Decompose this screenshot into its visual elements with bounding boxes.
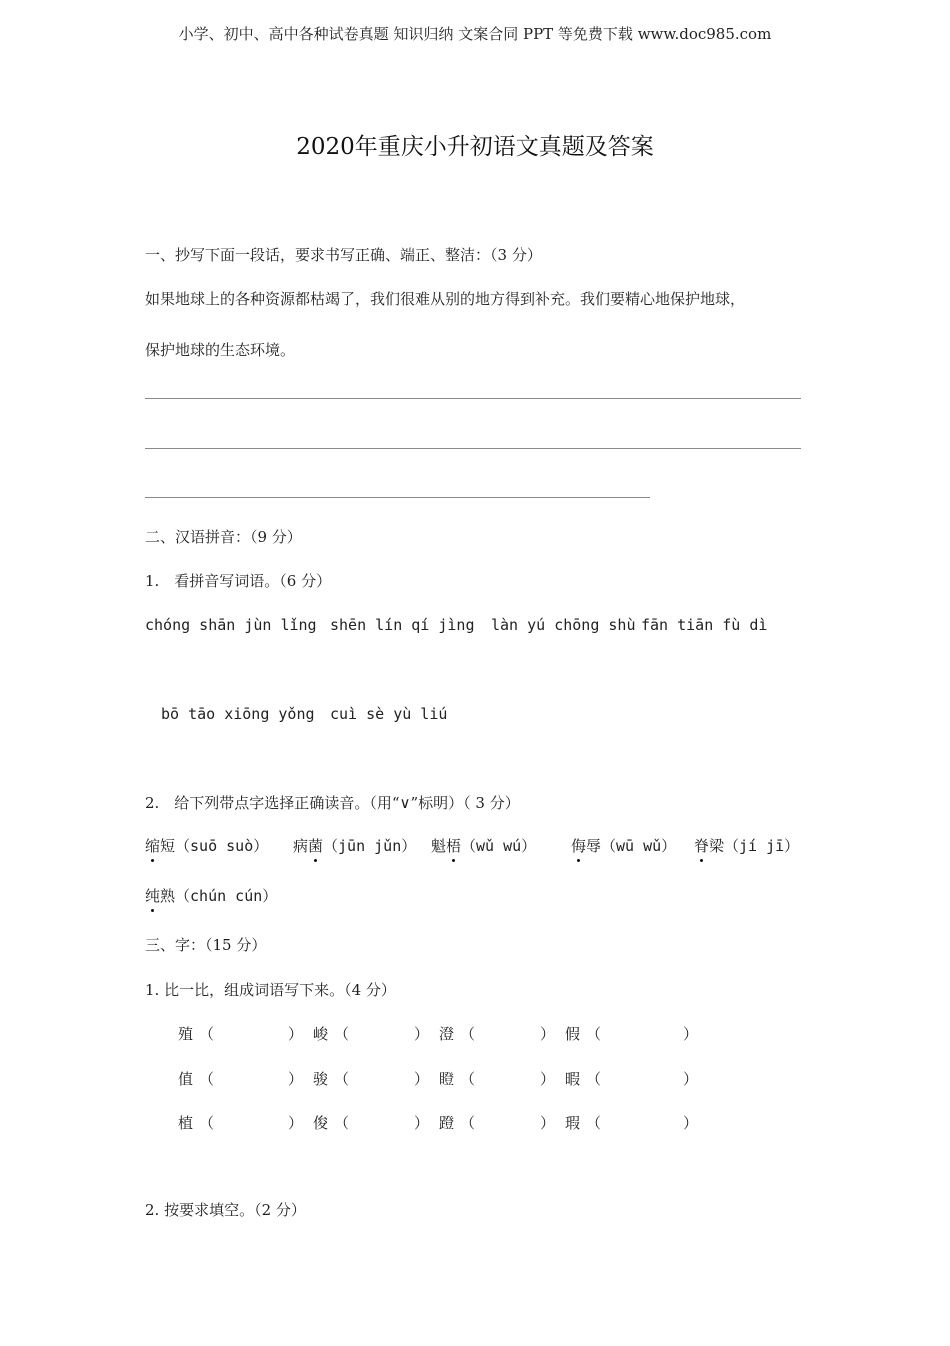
- blank-open: （: [334, 1114, 350, 1132]
- blank-open: （: [586, 1070, 602, 1088]
- blank-close: ）: [288, 1070, 304, 1088]
- dotted-char: 脊: [694, 837, 710, 855]
- blank-close: ）: [540, 1114, 556, 1132]
- blank-close: ）: [683, 1025, 699, 1043]
- compare-char: 蹬: [439, 1114, 455, 1132]
- section1-text-line1: 如果地球上的各种资源都枯竭了，我们很难从别的地方得到补充。我们要精心地保护地球，: [145, 290, 746, 308]
- section2-q2-label: 2. 给下列带点字选择正确读音。（用“∨”标明）（ 3 分）: [145, 794, 520, 812]
- writing-line-2: [145, 448, 801, 449]
- blank-close: ）: [288, 1025, 304, 1043]
- compare-char: 假: [565, 1025, 581, 1043]
- blank-open: （: [199, 1070, 215, 1088]
- compare-char: 骏: [313, 1070, 329, 1088]
- pronunciation-item: 魁梧（wǔ wú）: [431, 837, 537, 855]
- compare-char: 俊: [313, 1114, 329, 1132]
- blank-open: （: [334, 1070, 350, 1088]
- pinyin-item: làn yú chōng shù: [491, 616, 636, 634]
- compare-char: 瑕: [565, 1114, 581, 1132]
- section1-text-line2: 保护地球的生态环境。: [145, 341, 296, 359]
- blank-close: ）: [288, 1114, 304, 1132]
- pronunciation-item: 纯熟（chún cún）: [145, 887, 278, 905]
- compare-char: 殖: [178, 1025, 194, 1043]
- blank-open: （: [199, 1025, 215, 1043]
- dotted-char: 纯: [145, 887, 161, 905]
- section3-q1-label: 1. 比一比，组成词语写下来。（4 分）: [145, 981, 396, 999]
- compare-char: 植: [178, 1114, 194, 1132]
- blank-open: （: [334, 1025, 350, 1043]
- pronunciation-item: 病菌（jūn jǔn）: [293, 837, 417, 855]
- dotted-char: 梧: [446, 837, 462, 855]
- pinyin-item: bō tāo xiōng yǒng: [161, 705, 315, 723]
- blank-open: （: [460, 1025, 476, 1043]
- blank-close: ）: [540, 1025, 556, 1043]
- dotted-char: 缩: [145, 837, 161, 855]
- pronunciation-item: 侮辱（wū wǔ）: [571, 837, 677, 855]
- blank-close: ）: [414, 1114, 430, 1132]
- pronunciation-item: 脊梁（jí jī）: [694, 837, 800, 855]
- page-header: 小学、初中、高中各种试卷真题 知识归纳 文案合同 PPT 等免费下载 www.doc985.com: [178, 25, 772, 43]
- pinyin-item: fān tiān fù dì: [641, 616, 768, 634]
- writing-line-3: [145, 497, 650, 498]
- dotted-char: 侮: [571, 837, 587, 855]
- blank-open: （: [586, 1025, 602, 1043]
- blank-open: （: [199, 1114, 215, 1132]
- section1-heading: 一、抄写下面一段话，要求书写正确、端正、整洁：（3 分）: [145, 246, 542, 264]
- compare-char: 值: [178, 1070, 194, 1088]
- pinyin-item: chóng shān jùn lǐng: [145, 616, 317, 634]
- pinyin-item: cuì sè yù liú: [330, 705, 448, 723]
- blank-close: ）: [540, 1070, 556, 1088]
- pronunciation-item: 缩短（suō suò）: [145, 837, 269, 855]
- page-title: 2020年重庆小升初语文真题及答案: [296, 134, 654, 160]
- blank-open: （: [460, 1114, 476, 1132]
- blank-open: （: [586, 1114, 602, 1132]
- writing-line-1: [145, 398, 801, 399]
- blank-close: ）: [683, 1114, 699, 1132]
- dotted-char: 菌: [308, 837, 324, 855]
- section2-heading: 二、汉语拼音：（9 分）: [145, 528, 302, 546]
- blank-open: （: [460, 1070, 476, 1088]
- blank-close: ）: [414, 1070, 430, 1088]
- blank-close: ）: [683, 1070, 699, 1088]
- blank-close: ）: [414, 1025, 430, 1043]
- compare-char: 澄: [439, 1025, 455, 1043]
- pinyin-item: shēn lín qí jìng: [330, 616, 475, 634]
- section3-q2-label: 2. 按要求填空。（2 分）: [145, 1201, 306, 1219]
- section3-heading: 三、字：（15 分）: [145, 936, 267, 954]
- section2-q1-label: 1. 看拼音写词语。（6 分）: [145, 572, 332, 590]
- compare-char: 暇: [565, 1070, 581, 1088]
- compare-char: 峻: [313, 1025, 329, 1043]
- compare-char: 瞪: [439, 1070, 455, 1088]
